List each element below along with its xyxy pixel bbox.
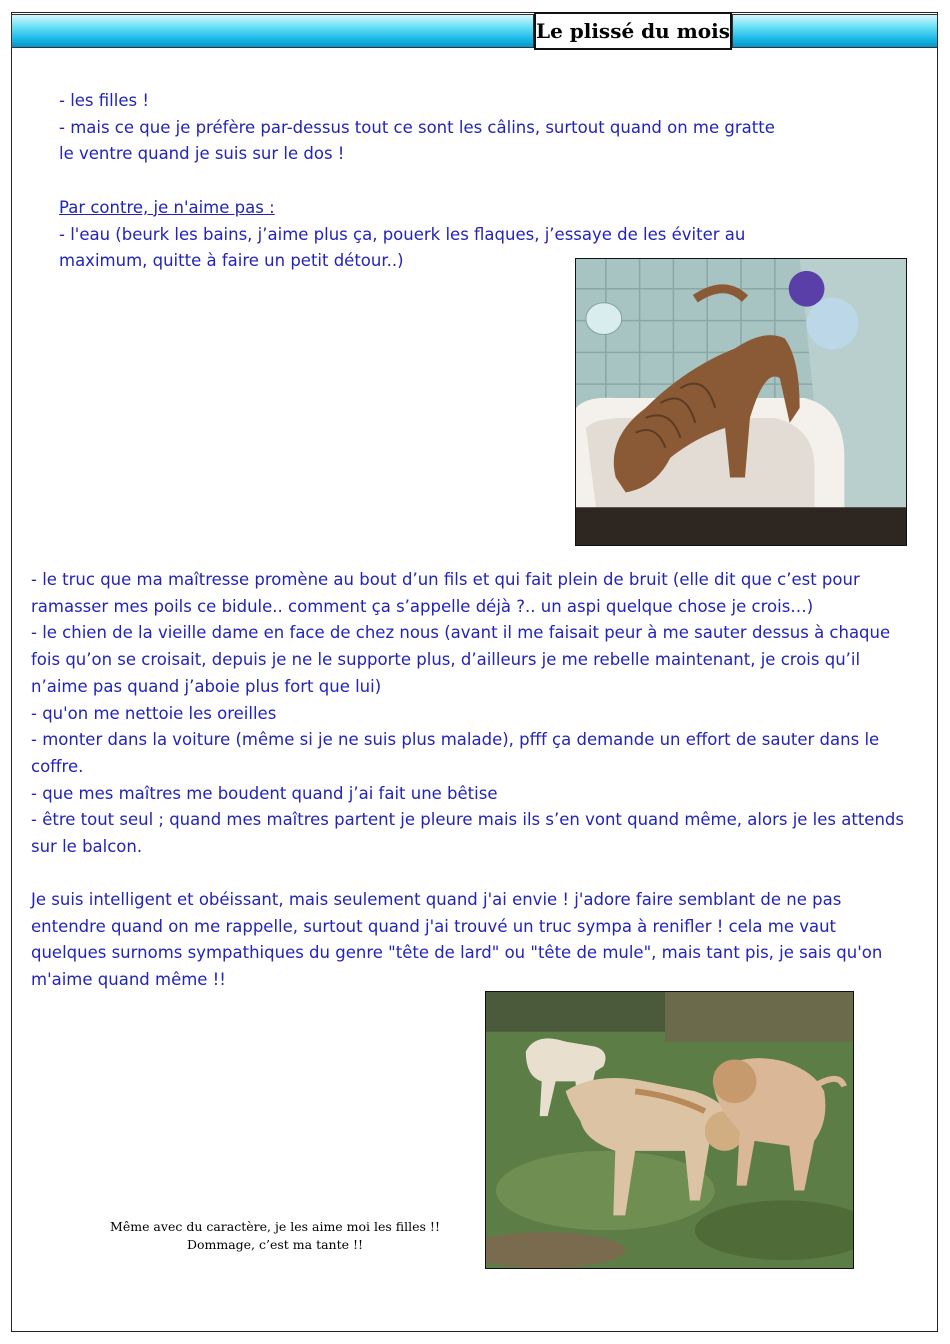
character-paragraph: Je suis intelligent et obéissant, mais seulement quand j'ai envie ! j'adore faire semblant de ne pas entendre quand on me rappelle, surtout quand j'ai trouvé un truc sympa à renifler ! cela me vaut quelques surnoms sympathiques du genre "tête de lard" ou "tête de mule", mais tant pis, je sais qu'on m'aime quand même !! bbox=[31, 890, 883, 990]
three-dogs-garden-photo bbox=[485, 991, 854, 1269]
dislike-heading: Par contre, je n'aime pas : bbox=[59, 197, 275, 217]
dog-bathtub-photo bbox=[575, 258, 907, 546]
dislike-vacuum: - le truc que ma maîtresse promène au bout d’un fils et qui fait plein de bruit (elle dit que c’est pour ramasser mes poils ce bidule.. comment ça s’appelle déjà ?.. un aspi quelque chose je crois…) bbox=[31, 570, 860, 616]
intro-line-cuddles: - mais ce que je préfère par-dessus tout ce sont les câlins, surtout quand on me gratte le ventre quand je suis sur le dos ! bbox=[59, 117, 775, 164]
caption-line-1: Même avec du caractère, je les aime moi les filles !! bbox=[110, 1219, 440, 1234]
header-bar-right bbox=[732, 14, 938, 48]
dislike-alone: - être tout seul ; quand mes maîtres partent je pleure mais ils s’en vont quand même, alors je les attends sur le balcon. bbox=[31, 810, 904, 857]
dislike-neighbor-dog: - le chien de la vieille dame en face de chez nous (avant il me faisait peur à me sauter dessus à chaque fois qu’on se croisait, depuis je ne le supporte plus, d’ailleurs je me rebelle maintenant, je crois qu’il n’aime pas quand j’aboie plus fort que lui) bbox=[31, 623, 891, 696]
photo-caption bbox=[90, 1218, 460, 1254]
caption-line-2: Dommage, c’est ma tante !! bbox=[186, 1237, 364, 1252]
dislike-water: - l'eau (beurk les bains, j’aime plus ça, pouerk les flaques, j’essaye de les éviter au maximum, quitte à faire un petit détour..) bbox=[59, 224, 746, 271]
dislikes-list bbox=[31, 567, 911, 861]
page-title: Le plissé du mois bbox=[534, 12, 732, 50]
header-bar-left bbox=[11, 14, 534, 48]
dislike-car: - monter dans la voiture (même si je ne suis plus malade), pfff ça demande un effort de sauter dans le coffre. bbox=[31, 730, 880, 776]
intro-line-girls: - les filles ! bbox=[59, 91, 149, 110]
dislike-ears: - qu'on me nettoie les oreilles bbox=[31, 703, 277, 723]
dislike-sulking: - que mes maîtres me boudent quand j’ai fait une bêtise bbox=[31, 783, 498, 803]
intro-text bbox=[59, 88, 779, 275]
